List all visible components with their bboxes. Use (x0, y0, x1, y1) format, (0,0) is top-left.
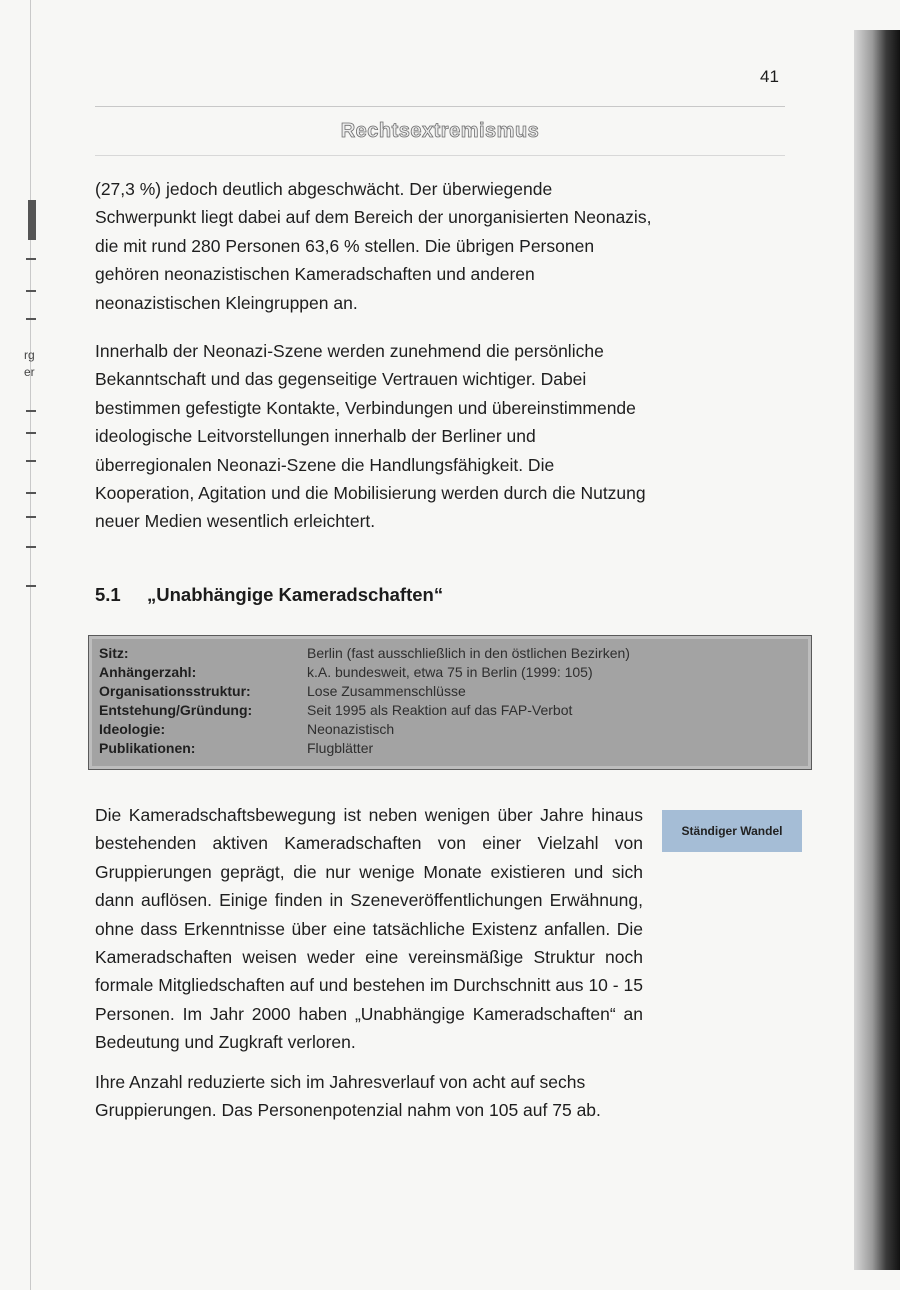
scan-left-mark (26, 492, 36, 494)
scan-left-mark (26, 258, 36, 260)
scan-left-mark (26, 585, 36, 587)
fact-row (89, 645, 811, 661)
section-heading (95, 584, 443, 606)
margin-fragment: er (24, 365, 35, 379)
body-paragraph: Die Kameradschaftsbewegung ist neben wenigen über Jahre hinaus bestehenden aktiven Kameradschaften von einer Vielzahl von Gruppierungen geprägt, die nur wenige Monate existieren und sich dann auflösen. Einige finden in Szeneveröffentlichungen Erwähnung, ohne dass Erkenntnisse über eine tatsächliche Existenz anfallen. Die Kameradschaften weisen weder eine vereinsmäßige Struktur noch formale Mitgliedschaften auf und bestehen im Durchschnitt aus 10 - 15 Personen. Im Jahr 2000 haben „Unabhängige Kameradschaften“ an Bedeutung und Zugkraft verloren. (95, 805, 643, 1053)
margin-fragment: rg (24, 348, 35, 362)
fact-box (88, 635, 812, 770)
scan-binding-shadow (854, 30, 900, 1270)
fact-row (89, 702, 811, 718)
header-rule (95, 106, 785, 107)
fact-label: Anhängerzahl: (99, 664, 197, 680)
page-number: 41 (760, 67, 779, 86)
fact-label: Sitz: (99, 645, 129, 661)
fact-row (89, 683, 811, 699)
section-number: 5.1 (95, 584, 121, 605)
fact-value: k.A. bundesweit, etwa 75 in Berlin (1999: 105) (307, 664, 593, 680)
fact-row (89, 740, 811, 756)
body-paragraph: Ihre Anzahl reduzierte sich im Jahresverlauf von acht auf sechs Gruppierungen. Das Personenpotenzial nahm von 105 auf 75 ab. (95, 1072, 601, 1121)
fact-label: Ideologie: (99, 721, 166, 737)
section-title: „Unabhängige Kameradschaften“ (147, 584, 444, 605)
margin-note: Ständiger Wandel (662, 810, 802, 852)
fact-value: Berlin (fast ausschließlich in den östlichen Bezirken) (307, 645, 630, 661)
header-rule (95, 155, 785, 156)
scan-left-mark (26, 318, 36, 320)
scan-left-mark (26, 432, 36, 434)
body-paragraph: (27,3 %) jedoch deutlich abgeschwächt. Der überwiegende Schwerpunkt liegt dabei auf dem Bereich der unorganisierten Neonazis, die mit rund 280 Personen 63,6 % stellen. Die übrigen Personen gehören neonazistischen Kameradschaften und anderen neonazistischen Kleingruppen an. (95, 179, 652, 313)
scan-left-tab (28, 200, 36, 240)
fact-value: Lose Zusammenschlüsse (307, 683, 466, 699)
body-paragraph: Innerhalb der Neonazi-Szene werden zunehmend die persönliche Bekanntschaft und das gegenseitige Vertrauen wichtiger. Dabei bestimmen gefestigte Kontakte, Verbindungen und übereinstimmende ideologische Leitvorstellungen innerhalb der Berliner und überregionalen Neonazi-Szene die Handlungsfähigkeit. Die Kooperation, Agitation und die Mobilisierung werden durch die Nutzung neuer Medien wesentlich erleichtert. (95, 341, 646, 532)
scan-left-edge (0, 0, 31, 1290)
scan-left-mark (26, 410, 36, 412)
fact-label: Publikationen: (99, 740, 196, 756)
fact-value: Seit 1995 als Reaktion auf das FAP-Verbot (307, 702, 573, 718)
fact-value: Flugblätter (307, 740, 374, 756)
scan-left-mark (26, 460, 36, 462)
fact-row (89, 721, 811, 737)
fact-value: Neonazistisch (307, 721, 395, 737)
fact-label: Entstehung/Gründung: (99, 702, 253, 718)
scan-left-mark (26, 516, 36, 518)
fact-row (89, 664, 811, 680)
fact-label: Organisationsstruktur: (99, 683, 251, 699)
scan-left-mark (26, 290, 36, 292)
running-header: Rechtsextremismus (340, 120, 540, 142)
scan-left-mark (26, 546, 36, 548)
